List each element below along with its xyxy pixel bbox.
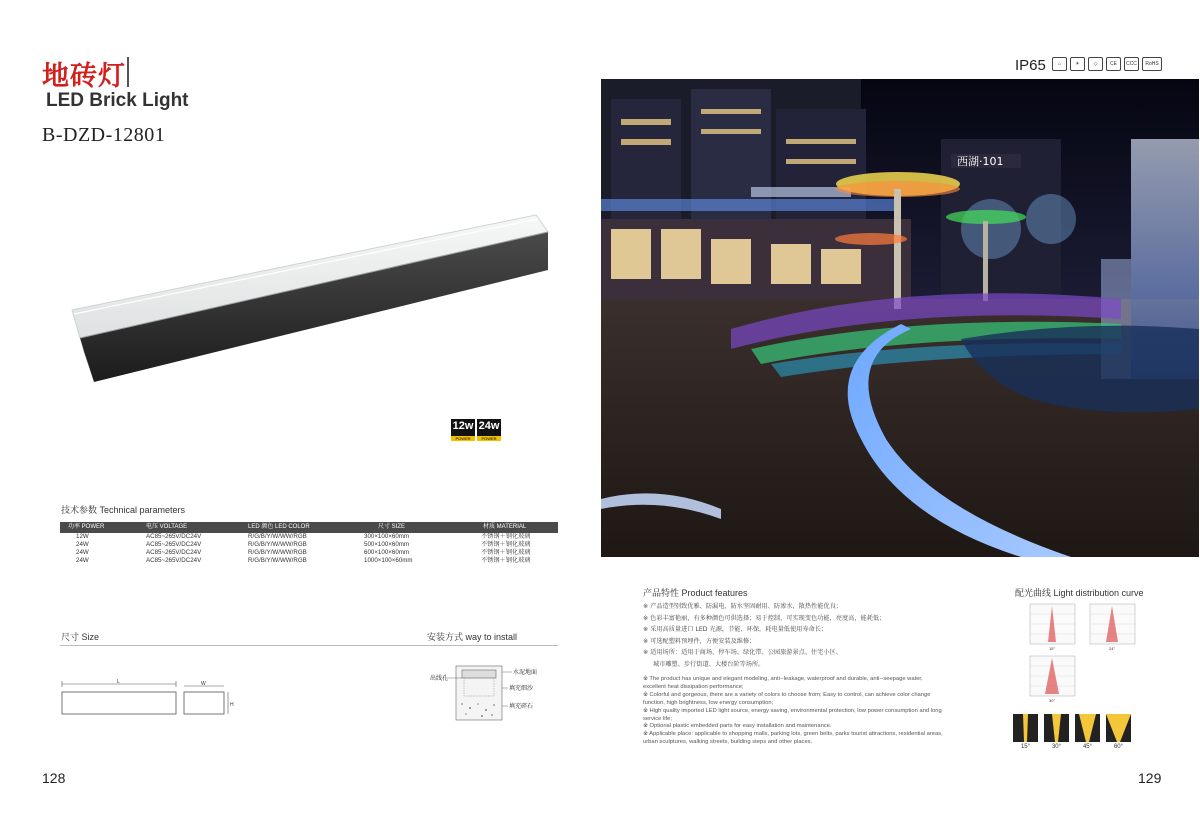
cell-power: 24W [76, 541, 89, 548]
column-header: 尺寸 SIZE [378, 524, 406, 530]
install-drawing [420, 660, 560, 724]
column-header: 功率 POWER [68, 524, 105, 530]
table-row [60, 533, 558, 541]
cell-power: 24W [76, 549, 89, 556]
length-label: L [117, 679, 120, 685]
column-header: 电压 VOLTAGE [146, 524, 188, 530]
feature-item: ※ 适用场所：适用于商场、停车场、绿化带、公园旅游景点、住宅小区、 [643, 649, 842, 656]
outlet-label: 出线孔 [430, 675, 449, 682]
curve-label: 15° [1049, 646, 1056, 651]
sand-label: 填充细沙 [509, 685, 534, 692]
certification-icons [1052, 57, 1162, 71]
table-row [60, 541, 558, 549]
gravel-label: 填充碎石 [509, 703, 534, 710]
cell-voltage: AC85~265V/DC24V [146, 541, 202, 548]
title-divider [127, 57, 129, 87]
product-image [60, 210, 560, 390]
night-plaza-photo [601, 79, 1199, 557]
feature-item-en: ※ High quality imported LED light source, energy saving, environmental protection, low power consumption and long service life; [643, 707, 942, 722]
cell-size: 500×100×60mm [364, 541, 410, 548]
curve-label: 30° [1049, 698, 1056, 703]
rohs-icon: RoHS [1142, 57, 1162, 71]
beam-angle-label: 15° [1020, 744, 1031, 750]
section-divider [60, 645, 558, 646]
cell-material: 不锈钢＋钢化玻璃 [481, 533, 531, 540]
distribution-curve-title: 配光曲线 Light distribution curve [1015, 588, 1144, 598]
cell-size: 1000×100×60mm [364, 557, 413, 564]
feature-item: ※ 产品造型别致优雅、防漏电、防水坚固耐用、防渗水，散热性能优良； [643, 603, 842, 610]
power-value: 24w [478, 420, 500, 432]
feature-item-en: ※ Colorful and gorgeous, there are a variety of colors to choose from; Easy to control, can achieve color change function, high brightness, low energy consumption; [643, 691, 931, 706]
height-label: H [230, 702, 234, 708]
title-english: LED Brick Light [46, 90, 189, 111]
install-title: 安装方式 way to install [427, 632, 518, 642]
beam-angle-labels [1013, 744, 1163, 750]
beam-angle-label: 45° [1082, 744, 1093, 750]
cell-color: R/G/B/Y/W/WW/RGB [248, 557, 307, 564]
cert-icon: ☀ [1070, 57, 1085, 71]
cell-voltage: AC85~265V/DC24V [146, 533, 202, 540]
feature-item: 城市雕塑、步行街道、大楼台阶等场所。 [653, 660, 765, 668]
column-header: LED 颜色 LED COLOR [248, 524, 310, 530]
cell-size: 300×100×60mm [364, 533, 410, 540]
ccc-icon: CCC [1124, 57, 1139, 71]
cell-material: 不锈钢＋钢化玻璃 [481, 557, 531, 564]
power-value: 12w [452, 420, 474, 432]
feature-item-en: ※ The product has unique and elegant modeling, anti--leakage, waterproof and durable, anti--seepage water, excellent heat dissipation performance; [643, 676, 923, 690]
model-number: B-DZD-12801 [42, 124, 166, 146]
ip-rating: IP65 [1015, 57, 1046, 74]
curve-label: 24° [1109, 646, 1116, 651]
technical-parameters-title: 技术参数 Technical parameters [61, 505, 186, 515]
cell-power: 12W [76, 533, 89, 540]
cement-label: 水泥地面 [513, 669, 538, 676]
feature-item-en: ※ Applicable place: applicable to shopping malls, parking lots, green belts, parks tourist attractions, residential areas, urban sculptures, walking streets, building steps and other places. [643, 731, 943, 746]
distribution-curve-chart [1015, 600, 1140, 708]
power-label: POWER [477, 436, 501, 441]
technical-table [60, 522, 558, 565]
size-title: 尺寸 Size [61, 632, 100, 642]
ce-icon: CE [1106, 57, 1121, 71]
cert-icon: ◇ [1088, 57, 1103, 71]
feature-item: ※ 可选配塑料预埋件，方便安装及维修； [643, 637, 756, 645]
cell-material: 不锈钢＋钢化玻璃 [481, 541, 531, 548]
title-chinese: 地砖灯 [42, 61, 126, 92]
feature-item-en: ※ Optional plastic embedded parts for easy installation and maintenance. [643, 723, 832, 730]
features-chinese [643, 601, 943, 670]
feature-item: ※ 色彩丰富艳丽，有多种颜色可供选择；易于控制，可实现变色功能，亮度高，能耗低； [643, 614, 886, 622]
photo-sign: 西湖·101 [957, 155, 1004, 168]
page-number-right: 129 [1138, 770, 1162, 786]
feature-item: ※ 采用高质量进口 LED 光源，节能、环保，耗电量低使用寿命长； [643, 626, 828, 633]
width-label: W [201, 681, 206, 687]
size-drawing [60, 678, 250, 720]
cell-color: R/G/B/Y/W/WW/RGB [248, 541, 307, 548]
beam-angle-label: 30° [1051, 744, 1062, 750]
table-row [60, 549, 558, 557]
beam-angle-label: 60° [1113, 744, 1124, 750]
features-title: 产品特性 Product features [643, 588, 748, 598]
cell-color: R/G/B/Y/W/WW/RGB [248, 549, 307, 556]
cell-voltage: AC85~265V/DC24V [146, 549, 202, 556]
features-english [643, 676, 943, 747]
cell-power: 24W [76, 557, 89, 564]
power-badges [451, 419, 501, 441]
cert-icon: ⌂ [1052, 57, 1067, 71]
table-header [60, 522, 558, 533]
power-badge [477, 419, 501, 441]
cell-material: 不锈钢＋钢化玻璃 [481, 549, 531, 556]
page-number-left: 128 [42, 770, 66, 786]
cell-voltage: AC85~265V/DC24V [146, 557, 202, 564]
table-row [60, 557, 558, 565]
column-header: 材质 MATERIAL [483, 524, 527, 530]
power-label: POWER [451, 436, 475, 441]
cell-color: R/G/B/Y/W/WW/RGB [248, 533, 307, 540]
power-badge [451, 419, 475, 441]
cell-size: 600×100×60mm [364, 549, 410, 556]
